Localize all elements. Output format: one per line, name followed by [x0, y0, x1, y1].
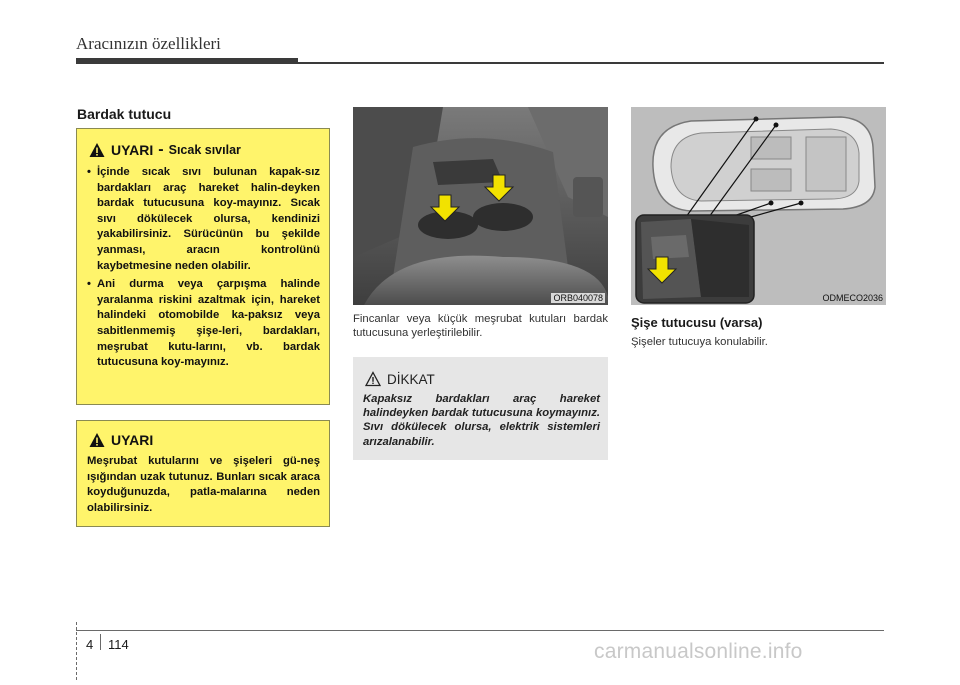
- warning-sunlight-body: Meşrubat kutularını ve şişeleri gü-neş ışığından uzak tutunuz. Bunları sıcak araca koyduğunuzda, patla-malarına neden olabilirsiniz.: [87, 455, 320, 514]
- bottle-holder-photo: [631, 107, 886, 305]
- heading-separator: -: [158, 141, 164, 158]
- photo-code: ORB040078: [553, 293, 603, 303]
- warning-hot-liquids-body: [87, 165, 320, 374]
- footer-page-number: 114: [108, 637, 129, 652]
- cup-holder-illustration: [353, 107, 608, 305]
- cup-holder-photo: [353, 107, 608, 305]
- warning-triangle-icon: [89, 142, 105, 158]
- cup-holder-caption: Fincanlar veya küçük meşrubat kutuları bardak tutucusuna yerleştirilebilir.: [353, 313, 608, 339]
- warning-subtitle: Sıcak sıvılar: [168, 143, 241, 157]
- header-bar: [76, 58, 298, 64]
- warning-sunlight-box: [76, 420, 330, 527]
- warning-hot-liquids-heading: [89, 141, 241, 159]
- chapter-title: Aracınızın özellikleri: [76, 34, 221, 53]
- warning-sunlight-heading: [89, 432, 153, 448]
- footer-rule: [76, 630, 884, 631]
- bottle-holder-text: Şişeler tutucuya konulabilir.: [631, 336, 768, 348]
- footer-section-number: 4: [86, 637, 94, 652]
- warning-label: UYARI: [111, 142, 154, 158]
- photo-code: ODMECO2036: [822, 293, 883, 303]
- caution-box: [353, 357, 608, 460]
- header-rule: [298, 62, 884, 64]
- bottle-holder-illustration: [631, 107, 886, 305]
- warning-label: UYARI: [111, 432, 154, 448]
- watermark: carmanualsonline.info: [594, 640, 803, 663]
- footer-margin-line: [76, 622, 77, 680]
- caution-label: DİKKAT: [387, 371, 435, 387]
- warning-triangle-icon: [89, 432, 105, 448]
- caution-heading: [365, 371, 435, 387]
- caution-body: Kapaksız bardakları araç hareket halindeyken bardak tutucusuna koymayınız. Sıvı dökülecek olursa, elektrik sistemleri arızalanabilir.: [363, 393, 600, 448]
- footer-divider: [100, 634, 101, 650]
- caution-triangle-icon: [365, 371, 381, 387]
- warning-hot-liquids-box: [76, 128, 330, 405]
- bottle-holder-title: Şişe tutucusu (varsa): [631, 315, 763, 330]
- warning-bullet: • Ani durma veya çarpışma halinde yaralanma riskini azaltmak için, hareket halindeki otomobilde ka-paksız veya sabitlenmemiş şişe-leri, bardakları, meşrubat kutu-larını, vb. bardak tutucusuna koy-mayınız.: [87, 278, 320, 369]
- section-title: Bardak tutucu: [77, 106, 172, 122]
- warning-bullet: • İçinde sıcak sıvı bulunan kapak-sız bardakları araç hareket halin-deyken bardak tutucusuna koy-mayınız. Sıcak sıvı dökülecek olursa, kendinizi yakabilirsiniz. Sürücünün bu şekilde yanması, aracın kontrolünü kaybetmesine neden olabilir.: [87, 166, 320, 272]
